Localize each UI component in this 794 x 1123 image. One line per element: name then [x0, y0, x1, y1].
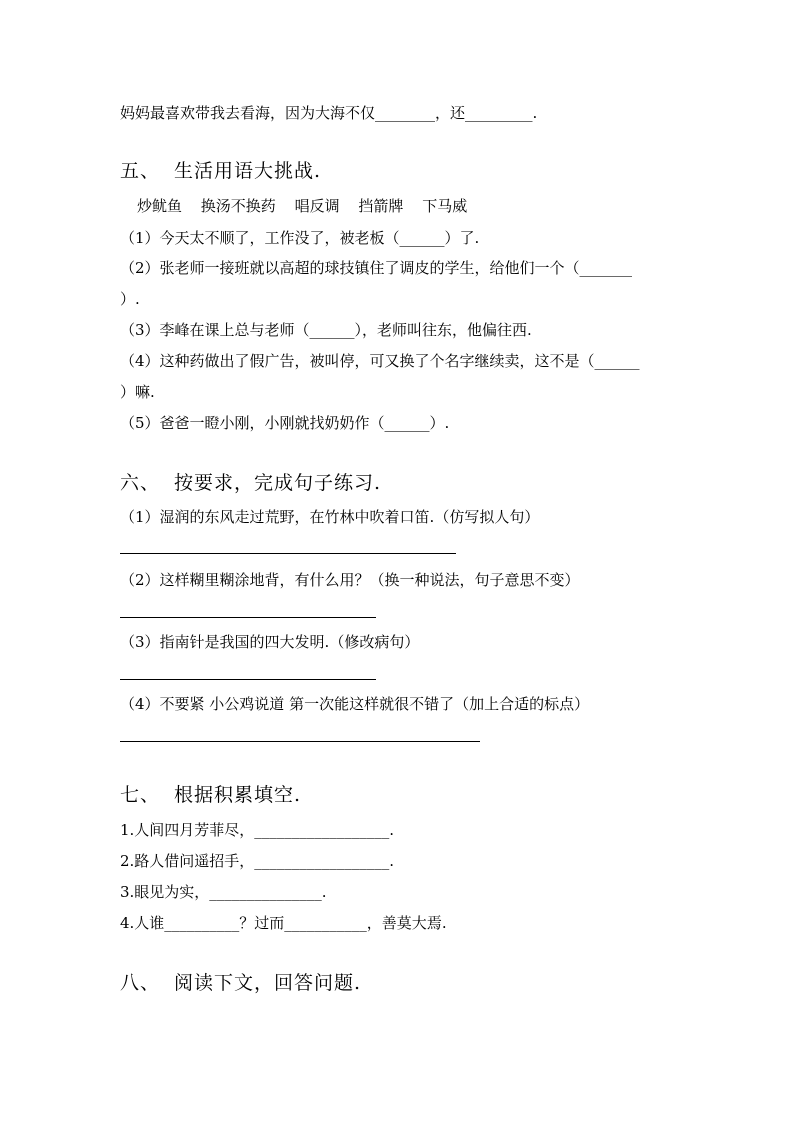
- word-bank-item: 唱反调: [294, 197, 340, 215]
- question-5-2: （2）张老师一接班就以高超的球技镇住了调皮的学生，给他们一个（_______: [120, 259, 633, 277]
- question-7-2: 2.路人借问遥招手，__________________.: [120, 852, 395, 870]
- word-bank-item: 下马威: [422, 197, 468, 215]
- word-bank: [137, 196, 481, 216]
- answer-line: [120, 617, 376, 618]
- question-5-2-continued: ）.: [120, 290, 140, 308]
- section-7-heading: [120, 782, 301, 808]
- section-7-title: 根据积累填空.: [174, 784, 302, 806]
- question-7-3: 3.眼见为实，_______________.: [120, 883, 327, 901]
- section-6-heading: [120, 470, 381, 496]
- question-5-1: （1）今天太不顺了，工作没了，被老板（______）了.: [120, 229, 480, 247]
- section-5-heading: [120, 158, 321, 184]
- section-8-heading: [120, 970, 361, 996]
- answer-line: [120, 679, 376, 680]
- question-5-3: （3）李峰在课上总与老师（______），老师叫往东，他偏往西.: [120, 321, 532, 339]
- section-8-number: 八、: [120, 972, 161, 994]
- word-bank-item: 挡箭牌: [358, 197, 404, 215]
- answer-line: [120, 741, 480, 742]
- word-bank-item: 炒鱿鱼: [137, 197, 183, 215]
- question-5-4: （4）这种药做出了假广告，被叫停，可又换了个名字继续卖，这不是（______: [120, 352, 640, 370]
- question-6-2: （2）这样糊里糊涂地背，有什么用？（换一种说法，句子意思不变）: [120, 571, 580, 589]
- question-7-1: 1.人间四月芳菲尽，__________________.: [120, 821, 395, 839]
- question-6-1: （1）湿润的东风走过荒野，在竹林中吹着口笛.（仿写拟人句）: [120, 508, 540, 526]
- section-6-title: 按要求，完成句子练习.: [174, 472, 382, 494]
- section-7-number: 七、: [120, 784, 161, 806]
- fill-in-sentence-sea: 妈妈最喜欢带我去看海，因为大海不仅________，还_________.: [120, 104, 538, 122]
- section-5-number: 五、: [120, 160, 161, 182]
- word-bank-item: 换汤不换药: [200, 197, 276, 215]
- question-7-4: 4.人谁__________？过而___________，善莫大焉.: [120, 914, 447, 932]
- section-6-number: 六、: [120, 472, 161, 494]
- section-5-title: 生活用语大挑战.: [174, 160, 322, 182]
- question-5-4-continued: ）嘛.: [120, 383, 155, 401]
- question-6-3: （3）指南针是我国的四大发明.（修改病句）: [120, 633, 420, 651]
- section-8-title: 阅读下文，回答问题.: [174, 972, 362, 994]
- answer-line: [120, 553, 456, 554]
- question-5-5: （5）爸爸一瞪小刚，小刚就找奶奶作（______）.: [120, 414, 450, 432]
- question-6-4: （4）不要紧 小公鸡说道 第一次能这样就很不错了（加上合适的标点）: [120, 695, 590, 713]
